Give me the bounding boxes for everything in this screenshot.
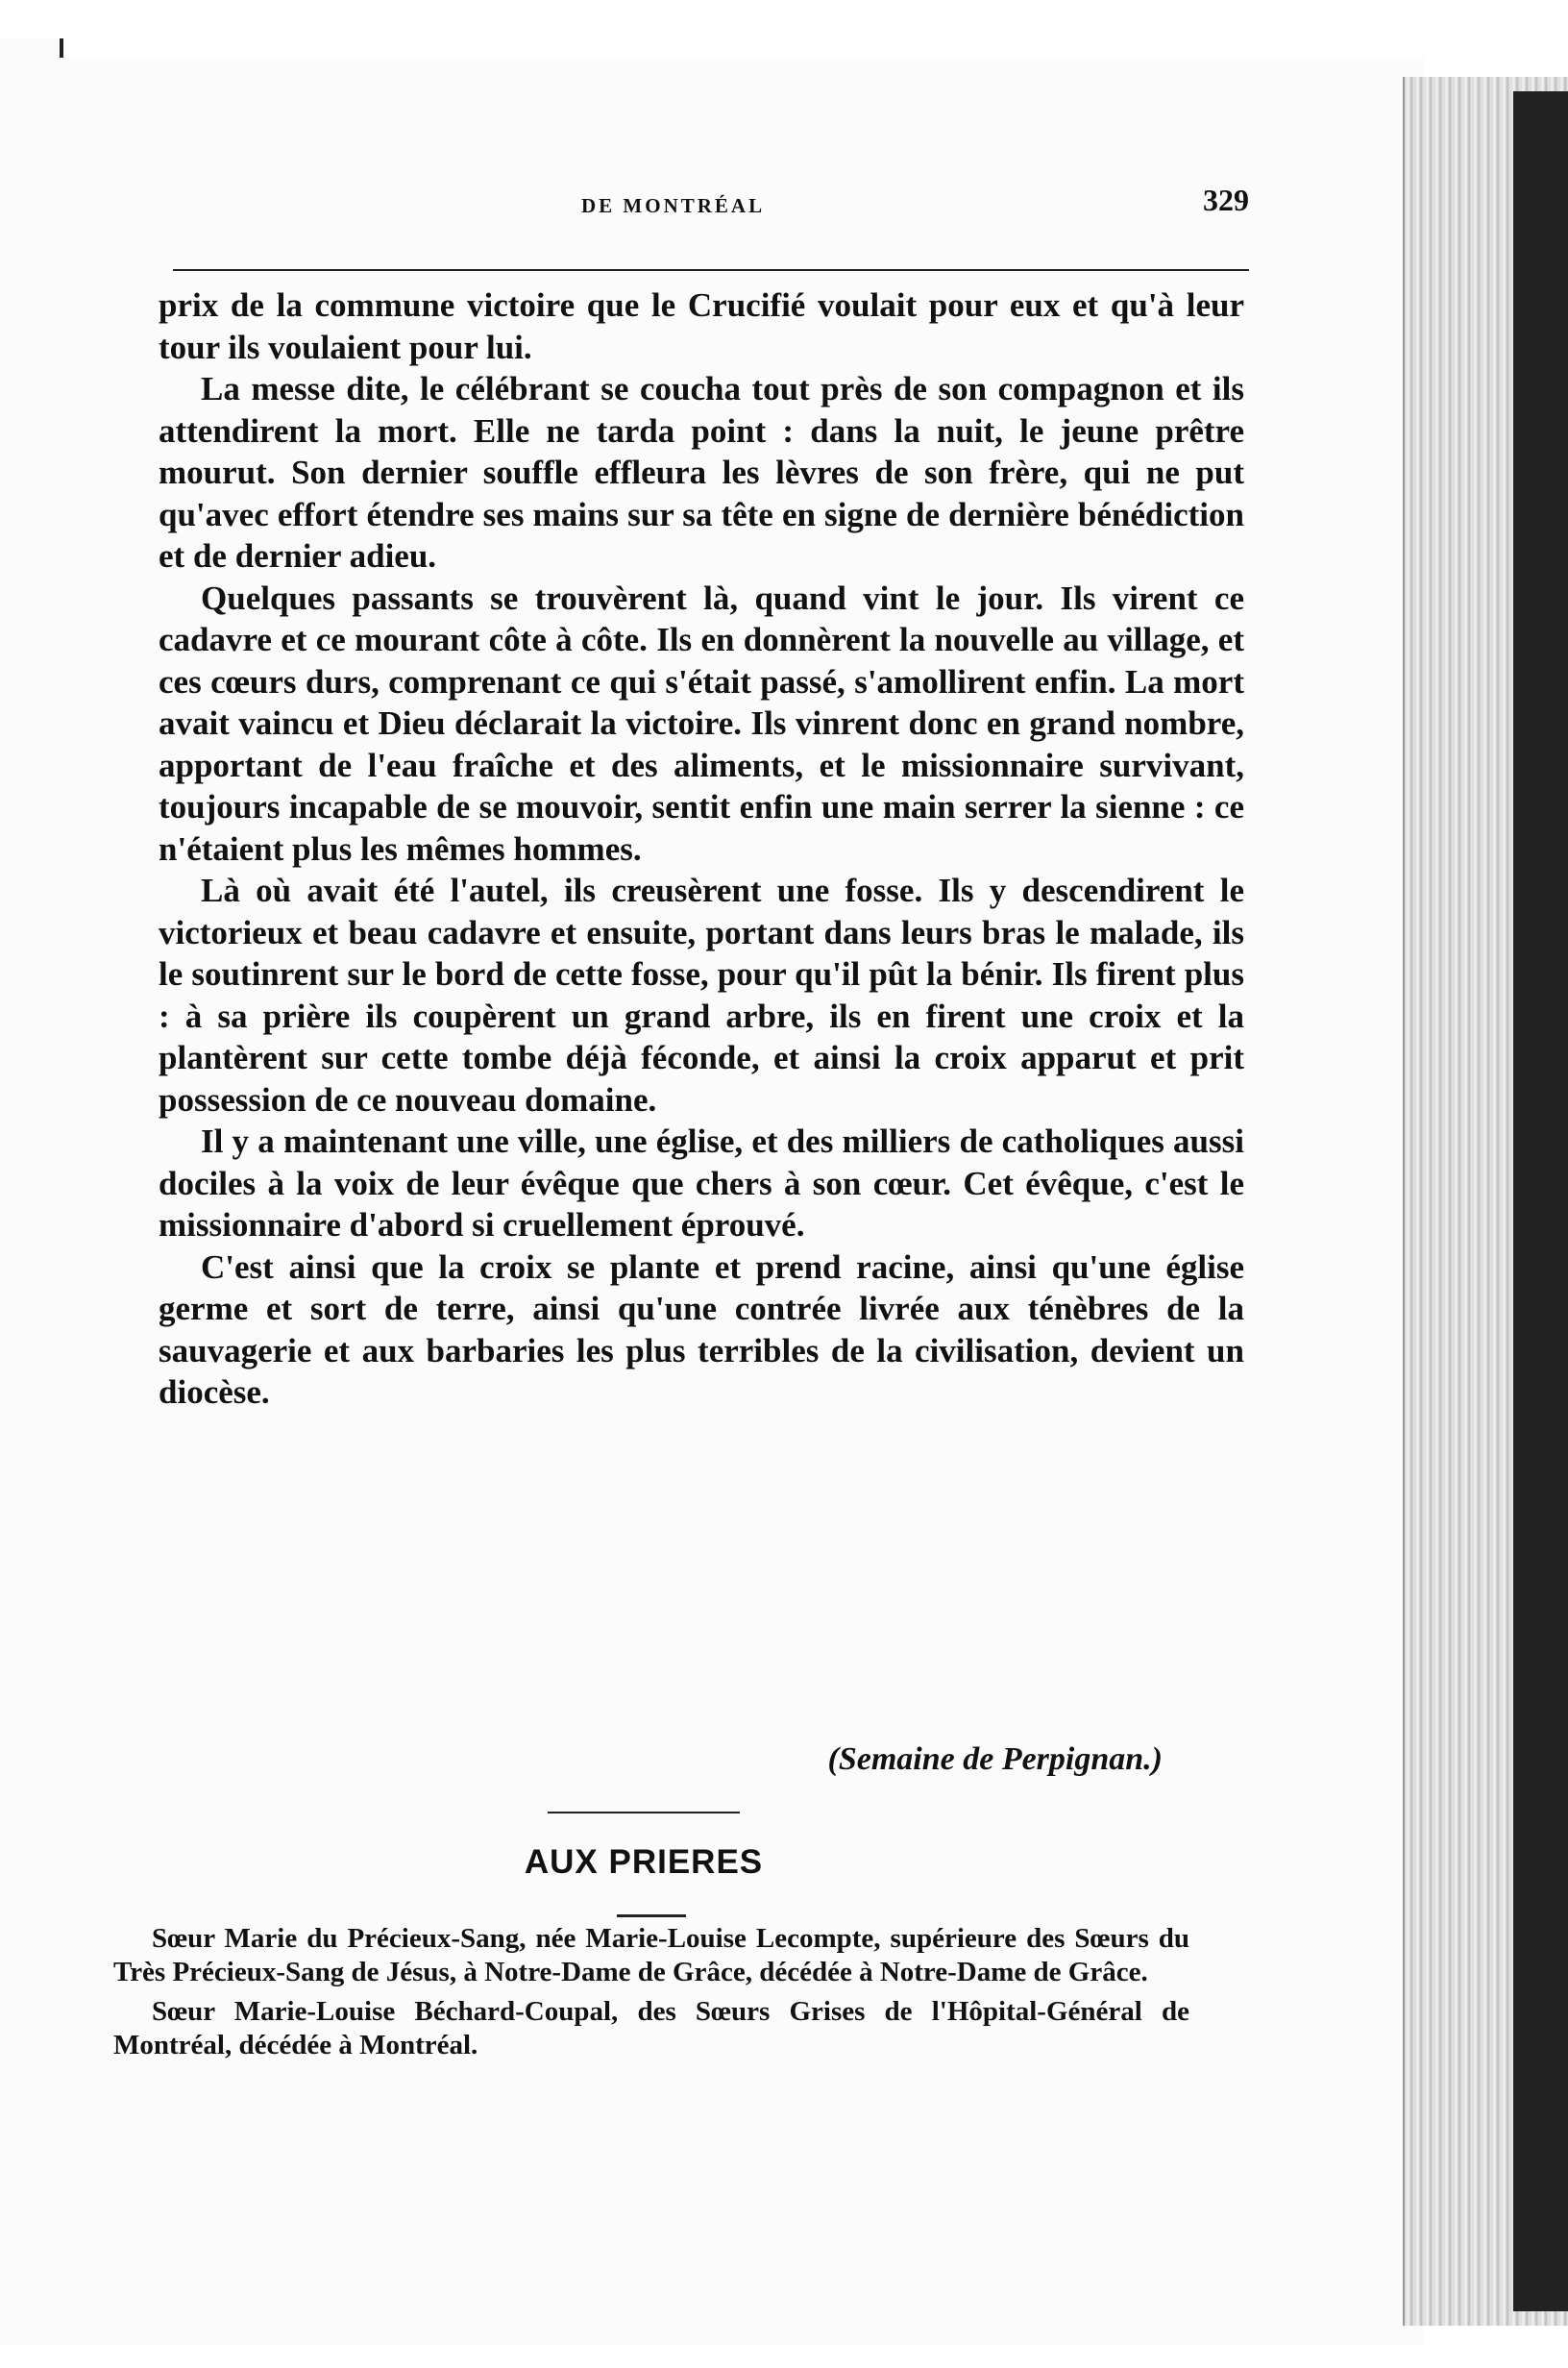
body-text (159, 284, 1244, 1414)
running-head: DE MONTRÉAL (581, 194, 766, 217)
source-citation: (Semaine de Perpignan.) (827, 1741, 1163, 1777)
paragraph: prix de la commune victoire que le Crucifié voulait pour eux et qu'à leur tour ils voulaient pour lui. (159, 286, 1244, 366)
notice-item: Sœur Marie du Précieux-Sang, née Marie-Louise Lecompte, supérieure des Sœurs du Très Précieux-Sang de Jésus, à Notre-Dame de Grâce, décédée à Notre-Dame de Grâce. (113, 1923, 1189, 1987)
separator-rule (548, 1812, 740, 1813)
left-page-edge (0, 38, 63, 2345)
page-number: 329 (1203, 183, 1249, 217)
paragraph: La messe dite, le célébrant se coucha tout près de son compagnon et ils attendirent la mort. Elle ne tarda point : dans la nuit, le jeune prêtre mourut. Son dernier souffle effleura les lèvres de son frère, qui ne put qu'avec effort étendre ses mains sur sa tête en signe de dernière bénédiction et de dernier adieu. (159, 370, 1244, 575)
paragraph: Là où avait été l'autel, ils creusèrent une fosse. Ils y descendirent le victorieux et beau cadavre et ensuite, portant dans leurs bras le malade, ils le soutinrent sur le bord de cette fosse, pour qu'il pût la bénir. Ils firent plus : à sa prière ils coupèrent un grand arbre, ils en firent une croix et la plantèrent sur cette tombe déjà féconde, et ainsi la croix apparut et prit possession de ce nouveau domaine. (159, 872, 1244, 1119)
prayer-notices (113, 1922, 1189, 2068)
section-title: AUX PRIERES (524, 1843, 764, 1881)
page-header (173, 183, 1249, 231)
title-rule (617, 1914, 686, 1917)
paragraph: Il y a maintenant une ville, une église, et des milliers de catholiques aussi dociles à la voix de leur évêque que chers à son cœur. Cet évêque, c'est le missionnaire d'abord si cruellement éprouvé. (159, 1122, 1244, 1244)
notice-item: Sœur Marie-Louise Béchard-Coupal, des Sœurs Grises de l'Hôpital-Général de Montréal, décédée à Montréal. (113, 1996, 1189, 2060)
header-rule (173, 269, 1249, 271)
paragraph: C'est ainsi que la croix se plante et prend racine, ainsi qu'une église germe et sort de terre, ainsi qu'une contrée livrée aux ténèbres de la sauvagerie et aux barbaries les plus terribles de la civilisation, devient un diocèse. (159, 1247, 1244, 1411)
paragraph: Quelques passants se trouvèrent là, quand vint le jour. Ils virent ce cadavre et ce mourant côte à côte. Ils en donnèrent la nouvelle au village, et ces cœurs durs, comprenant ce qui s'était passé, s'amollirent enfin. La mort avait vaincu et Dieu déclarait la victoire. Ils vinrent donc en grand nombre, apportant de l'eau fraîche et des aliments, et le missionnaire survivant, toujours incapable de se mouvoir, sentit enfin une main serrer la sienne : ce n'étaient plus les mêmes hommes. (159, 579, 1244, 868)
book-cover-edge (1513, 91, 1568, 2311)
